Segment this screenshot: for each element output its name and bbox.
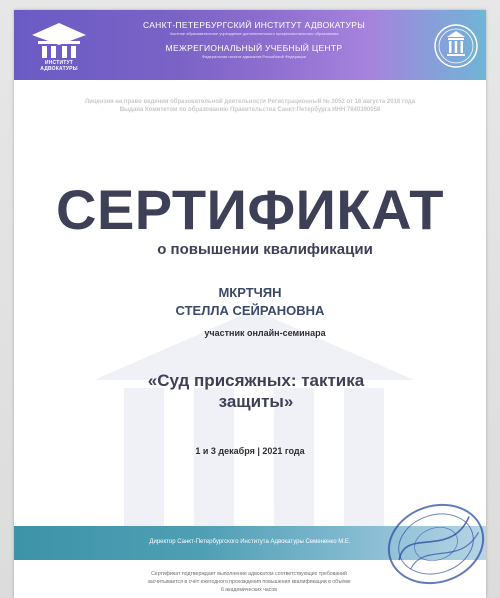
center-subtitle: Федеральная палата адвокатов Российской Федерации (202, 54, 306, 59)
license-line: Выдана Комитетом по образованию Правительства Санкт-Петербурга ИНН 7840390058 (119, 107, 381, 113)
recipient-given-names: СТЕЛЛА СЕЙРАНОВНА (175, 303, 325, 318)
license-line: Лицензия на право ведения образовательной деятельности Регистрационный № 3052 от 16 августа 2016 года (84, 99, 416, 105)
recipient-role: участник онлайн-семинара (204, 328, 326, 338)
header-banner (14, 10, 486, 80)
emblem-icon (432, 18, 480, 74)
center-name: МЕЖРЕГИОНАЛЬНЫЙ УЧЕБНЫЙ ЦЕНТР (165, 43, 343, 53)
institute-name: САНКТ-ПЕТЕРБУРГСКИЙ ИНСТИТУТ АДВОКАТУРЫ (142, 20, 366, 30)
recipient-surname: МКРТЧЯН (218, 285, 282, 300)
footer-line: засчитывается в счёт ежегодного прохождения повышения квалификации в объёме (147, 579, 351, 585)
course-title (106, 370, 406, 412)
footer-text (84, 570, 414, 594)
footer-line: Сертификат подтверждает выполнение адвокатом соответствующих требований (151, 571, 347, 577)
certificate-subtitle: о повышении квалификации (157, 241, 373, 258)
course-title-line: «Суд присяжных: тактика (147, 371, 365, 390)
certificate-title: СЕРТИФИКАТ (56, 178, 444, 241)
stamp-icon (376, 488, 486, 598)
watermark-icon (84, 310, 424, 530)
institute-subtitle: Частное образовательное учреждение дополнительного профессионального образования (169, 31, 339, 36)
director-line: Директор Санкт-Петербургского Института Адвокатуры Семененко М.Е. (149, 539, 351, 545)
license-text (34, 98, 466, 114)
course-title-line: защиты» (218, 392, 294, 411)
footer-line: 6 академических часов (220, 587, 278, 593)
logo-caption: ИНСТИТУТ АДВОКАТУРЫ (40, 60, 78, 72)
seminar-date: 1 и 3 декабря | 2021 года (195, 446, 305, 456)
certificate-sheet (14, 10, 486, 598)
